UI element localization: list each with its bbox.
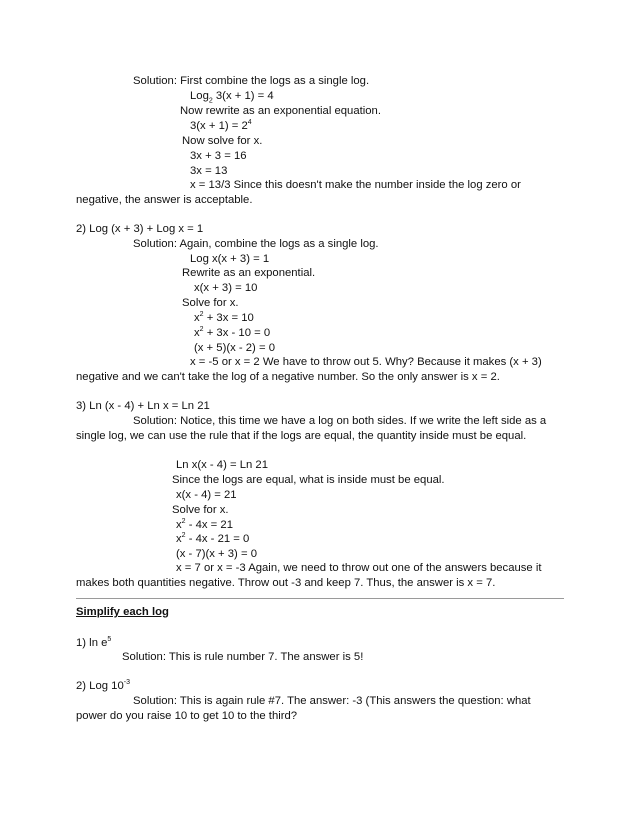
- ex2-step-eq1: [194, 311, 254, 326]
- simplify-problem-1: [76, 636, 111, 651]
- ex2-step-answer: x = -5 or x = 2 We have to throw out 5. Why? Because it makes (x + 3) negative and we can't take the log of a negative number. So the only answer is x = 2.: [76, 356, 542, 383]
- var: x: [194, 312, 200, 324]
- section-divider: [76, 598, 564, 599]
- ex1-step-rewrite: Now rewrite as an exponential equation.: [180, 105, 381, 117]
- ex1-step-answer: x = 13/3 Since this doesn't make the number inside the log zero or negative, the answer is acceptable.: [76, 179, 521, 206]
- log-base: 2: [208, 97, 213, 105]
- exp-base: 3(x + 1) = 2: [190, 120, 248, 132]
- ex2-step-solve: Solve for x.: [182, 297, 239, 309]
- ex2-step-log: Log x(x + 3) = 1: [190, 253, 270, 265]
- var: x: [176, 519, 182, 531]
- ex3-step-factor: (x - 7)(x + 3) = 0: [176, 548, 257, 560]
- rest: + 3x - 10 = 0: [203, 327, 271, 339]
- var: x: [176, 533, 182, 545]
- log-rest: 3(x + 1) = 4: [212, 90, 274, 102]
- ex2-step-exponential: x(x + 3) = 10: [194, 282, 258, 294]
- ex3-step-log: Ln x(x - 4) = Ln 21: [176, 459, 268, 471]
- simplify-heading: Simplify each log: [76, 606, 169, 618]
- problem-text: 2) Log 10: [76, 680, 124, 692]
- ex1-step-eq1: 3x + 3 = 16: [190, 150, 247, 162]
- ex1-step-exponential: [190, 119, 252, 134]
- simplify-problem-2: [76, 679, 130, 694]
- ex3-step-equal: x(x - 4) = 21: [176, 489, 237, 501]
- exponent: 2: [181, 518, 186, 526]
- problem-exponent: 5: [107, 636, 112, 644]
- ex1-step-log: [190, 89, 274, 104]
- ex1-solution-line: Solution: First combine the logs as a single log.: [133, 75, 370, 87]
- ex2-step-eq2: [194, 326, 270, 341]
- ex2-step-factor: (x + 5)(x - 2) = 0: [194, 342, 275, 354]
- ex3-step-eq2: [176, 532, 249, 547]
- exp-power: 4: [247, 119, 252, 127]
- ex2-title: 2) Log (x + 3) + Log x = 1: [76, 223, 204, 235]
- ex2-solution-line: Solution: Again, combine the logs as a single log.: [133, 238, 379, 250]
- ex3-step-eq1: [176, 518, 233, 533]
- rest: - 4x = 21: [185, 519, 233, 531]
- ex3-title: 3) Ln (x - 4) + Ln x = Ln 21: [76, 400, 210, 412]
- ex2-step-rewrite: Rewrite as an exponential.: [182, 267, 316, 279]
- ex3-step-reason: Since the logs are equal, what is inside must be equal.: [172, 474, 445, 486]
- ex3-solution: Solution: Notice, this time we have a log on both sides. If we write the left side as a single log, we can use the rule that if the logs are equal, the quantity inside must be equal.: [76, 415, 547, 442]
- rest: - 4x - 21 = 0: [185, 533, 250, 545]
- log-word: Log: [190, 90, 209, 102]
- simplify-solution-1: Solution: This is rule number 7. The answer is 5!: [122, 651, 364, 663]
- ex1-step-solve: Now solve for x.: [182, 135, 263, 147]
- problem-exponent: -3: [123, 679, 130, 687]
- ex3-step-answer: x = 7 or x = -3 Again, we need to throw out one of the answers because it makes both quantities negative. Throw out -3 and keep 7. Thus, the answer is x = 7.: [76, 562, 542, 589]
- ex1-step-eq2: 3x = 13: [190, 165, 228, 177]
- rest: + 3x = 10: [203, 312, 254, 324]
- exponent: 2: [199, 311, 204, 319]
- exponent: 2: [199, 326, 204, 334]
- problem-text: 1) ln e: [76, 637, 108, 649]
- exponent: 2: [181, 532, 186, 540]
- var: x: [194, 327, 200, 339]
- ex3-step-solve: Solve for x.: [172, 504, 229, 516]
- simplify-solution-2: Solution: This is again rule #7. The answer: -3 (This answers the question: what power do you raise 10 to get 10 to the third?: [76, 695, 531, 722]
